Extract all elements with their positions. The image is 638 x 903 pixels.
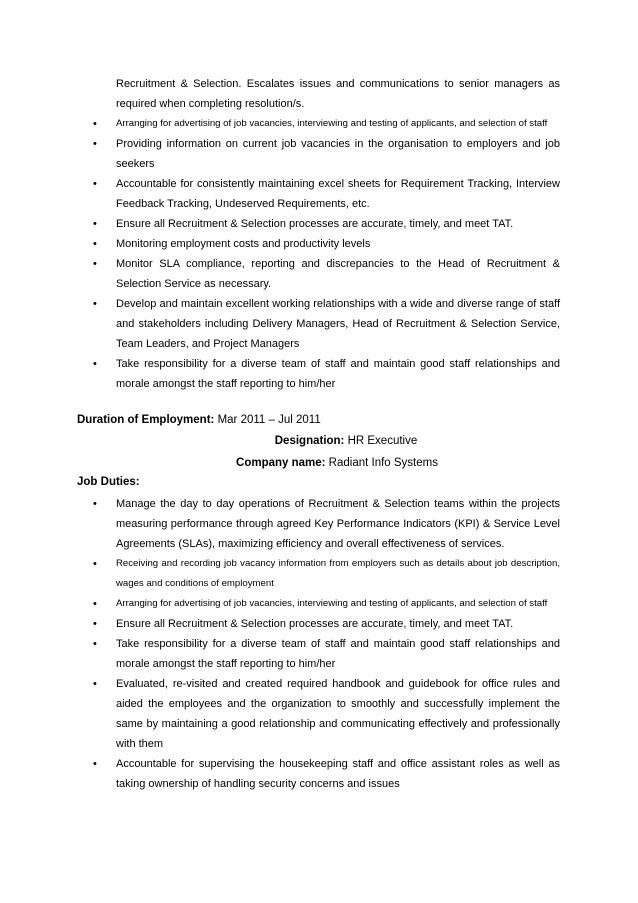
list-item-text: Monitoring employment costs and productivity levels [116, 238, 371, 250]
list-item-text: Accountable for consistently maintaining excel sheets for Requirement Tracking, Interview Feedback Tracking, Undeserved Requirements, etc. [116, 178, 560, 210]
bullet-icon: • [93, 138, 97, 150]
list-item [0, 254, 560, 294]
list-item-text: Providing information on current job vacancies in the organisation to employers and job seekers [116, 138, 560, 170]
bullet-icon: • [93, 118, 97, 130]
duration-label: Duration of Employment: [77, 414, 215, 426]
list-item [0, 674, 560, 754]
list-item-text: Ensure all Recruitment & Selection processes are accurate, timely, and meet TAT. [116, 618, 514, 630]
list-item-text: Ensure all Recruitment & Selection processes are accurate, timely, and meet TAT. [116, 218, 514, 230]
list-item [0, 134, 560, 174]
list-item [0, 634, 560, 674]
list-item-text: Take responsibility for a diverse team of staff and maintain good staff relationships and morale amongst the staff reporting to him/her [116, 638, 560, 670]
list-item-text: Develop and maintain excellent working relationships with a wide and diverse range of staff and stakeholders including Delivery Managers, Head of Recruitment & Selection Service, Team Leaders, and Project Managers [116, 298, 560, 350]
list-item-text: Manage the day to day operations of Recruitment & Selection teams within the projects measuring performance through agreed Key Performance Indicators (KPI) & Service Level Agreements (SLAs), maximizing efficiency and overall effectiveness of services. [116, 498, 560, 550]
list-item-text: Arranging for advertising of job vacancies, interviewing and testing of applicants, and selection of staff [116, 598, 548, 609]
list-item-text: Take responsibility for a diverse team of staff and maintain good staff relationships and morale amongst the staff reporting to him/her [116, 358, 560, 390]
bullet-icon: • [93, 358, 97, 370]
designation-line [27, 432, 638, 450]
list-item [0, 594, 560, 614]
bullet-icon: • [93, 558, 97, 570]
bullet-icon: • [93, 498, 97, 510]
bullet-icon: • [93, 678, 97, 690]
list-item [0, 354, 560, 394]
designation-value: HR Executive [344, 435, 418, 447]
duties-list-radiant [0, 494, 638, 794]
employment-duration [77, 411, 321, 429]
list-item-text: Receiving and recording job vacancy information from employers such as details about job description, wages and conditions of employment [116, 558, 560, 589]
job-duties-heading: Job Duties: [77, 476, 140, 488]
list-item-text: Arranging for advertising of job vacancies, interviewing and testing of applicants, and selection of staff [116, 118, 548, 129]
company-value: Radiant Info Systems [325, 457, 438, 469]
list-item [0, 294, 560, 354]
company-line [18, 454, 638, 472]
bullet-icon: • [93, 638, 97, 650]
bullet-icon: • [93, 258, 97, 270]
company-label: Company name: [236, 457, 326, 469]
list-item [0, 234, 560, 254]
bullet-icon: • [93, 178, 97, 190]
list-item [0, 174, 560, 214]
bullet-icon: • [93, 758, 97, 770]
list-item-text: Monitor SLA compliance, reporting and discrepancies to the Head of Recruitment & Selection Service as necessary. [116, 258, 560, 290]
bullet-icon: • [93, 618, 97, 630]
list-item-text: Evaluated, re-visited and created required handbook and guidebook for office rules and aided the employees and the organization to smoothly and successfully implement the same by maintaining a good relationship and communicating effectively and professionally with them [116, 678, 560, 750]
list-item [0, 114, 560, 134]
bullet-icon: • [93, 598, 97, 610]
list-item [0, 214, 560, 234]
continuation-paragraph: Recruitment & Selection. Escalates issues and communications to senior managers as required when completing resolution/s. [116, 78, 560, 110]
designation-label: Designation: [274, 435, 345, 447]
list-item-text: Accountable for supervising the housekeeping staff and office assistant roles as well as taking ownership of handling security concerns and issues [116, 758, 560, 790]
duties-list-previous-role [0, 114, 638, 394]
list-item [0, 494, 560, 554]
list-item [0, 614, 560, 634]
bullet-icon: • [93, 238, 97, 250]
list-item [0, 754, 560, 794]
list-item [0, 554, 560, 594]
bullet-icon: • [93, 298, 97, 310]
duration-value: Mar 2011 – Jul 2011 [214, 414, 321, 426]
bullet-icon: • [93, 218, 97, 230]
